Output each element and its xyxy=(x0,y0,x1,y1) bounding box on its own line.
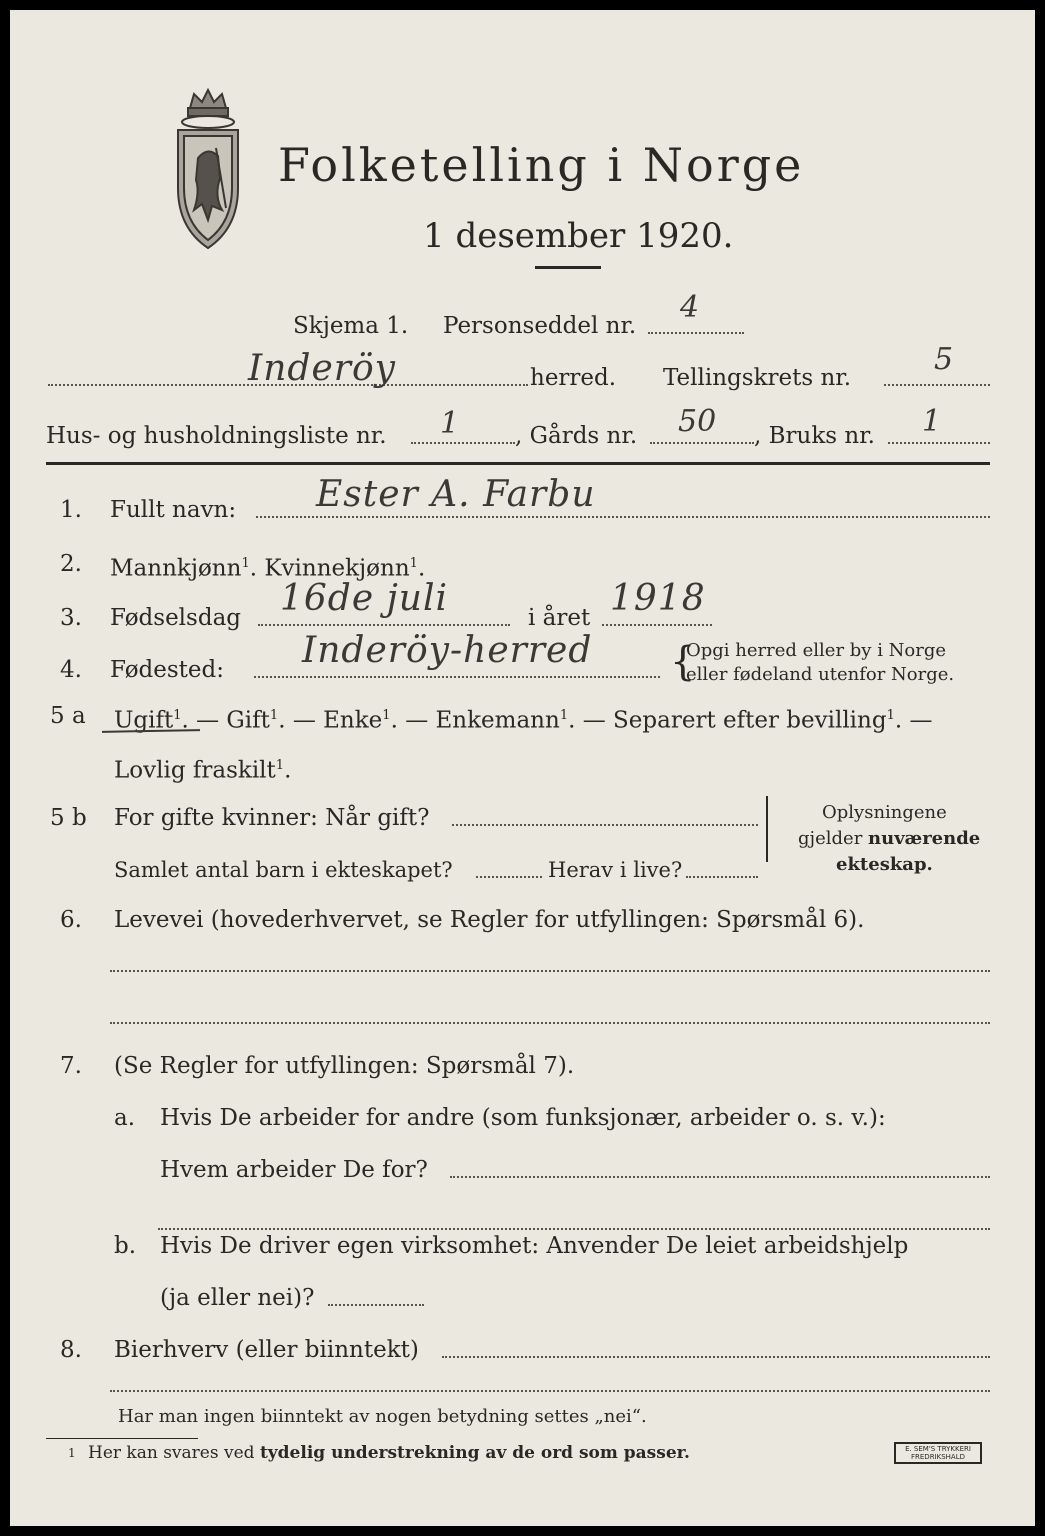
married-when-field[interactable] xyxy=(452,824,758,826)
gift-option[interactable]: — Gift xyxy=(196,707,270,734)
q1-number: 1. xyxy=(60,497,82,523)
header-divider xyxy=(46,462,990,465)
footnote-marker: 1 xyxy=(275,758,285,773)
married-when-label: For gifte kvinner: Når gift? xyxy=(114,805,430,831)
marriage-note-3: ekteskap. xyxy=(836,854,933,875)
q5b-number: 5 b xyxy=(50,805,87,831)
personseddel-value: 4 xyxy=(680,290,700,325)
separert-option[interactable]: — Separert efter bevilling xyxy=(582,707,887,734)
hired-help-field[interactable] xyxy=(328,1304,424,1306)
gards-value: 50 xyxy=(678,404,717,439)
birth-year-field[interactable] xyxy=(602,624,712,626)
marital-dash: — xyxy=(909,707,933,734)
husholdningsliste-label: Hus- og husholdningsliste nr. xyxy=(46,423,387,449)
q7b-number: b. xyxy=(114,1233,137,1259)
footnote-divider xyxy=(46,1438,198,1439)
birthplace-label: Fødested: xyxy=(110,657,225,683)
personseddel-label: Personseddel nr. xyxy=(443,313,637,339)
birthplace-note-2: eller fødeland utenfor Norge. xyxy=(686,664,955,685)
printer-stamp: E. SEM'S TRYKKERI FREDRIKSHALD xyxy=(894,1442,982,1464)
occupation-field-1[interactable] xyxy=(110,970,990,972)
bruks-field[interactable] xyxy=(888,442,990,444)
footnote-marker: 1 xyxy=(382,708,391,723)
q2-number: 2. xyxy=(60,551,82,577)
q8-number: 8. xyxy=(60,1337,82,1363)
full-name-field[interactable] xyxy=(256,516,990,518)
employer-field-1[interactable] xyxy=(450,1176,990,1178)
q2-options: Mannkjønn$^1$. Kvinnekjønn$^1$. xyxy=(110,555,426,582)
q1-label: Fullt navn: xyxy=(110,497,237,523)
ugift-option[interactable]: Ugift xyxy=(114,707,174,734)
title-divider xyxy=(535,266,601,269)
footnote-marker: 1 xyxy=(241,556,250,571)
footnote-text: Her kan svares ved tydelig understrekning av de ord som passer. xyxy=(88,1443,690,1463)
personseddel-field[interactable] xyxy=(648,332,744,334)
kvinnekjonn-option[interactable]: Kvinnekjønn xyxy=(264,555,410,582)
children-total-field[interactable] xyxy=(476,876,542,878)
bruks-label: , Bruks nr. xyxy=(754,423,875,449)
full-name-value: Ester A. Farbu xyxy=(316,474,596,515)
q3-number: 3. xyxy=(60,605,82,631)
marital-status-options: Ugift$^1$. — Gift$^1$. — Enke$^1$. — Enkemann$^1$. — Separert efter bevilling$^1$. — xyxy=(114,707,933,734)
side-income-label: Bierhverv (eller biinntekt) xyxy=(114,1337,419,1363)
birthplace-field[interactable] xyxy=(254,676,660,678)
gards-label: , Gårds nr. xyxy=(515,423,638,449)
q5a-number: 5 a xyxy=(50,703,86,729)
footnote-marker: 1 xyxy=(409,556,418,571)
birth-year-label: i året xyxy=(528,605,591,631)
footnote-marker: 1 xyxy=(886,708,895,723)
footer-note: Har man ingen biinntekt av nogen betydning settes „nei“. xyxy=(118,1406,647,1427)
footnote-marker: 1 xyxy=(559,708,569,723)
husholdningsliste-field[interactable] xyxy=(411,442,515,444)
lovlig-fraskilt-option[interactable]: Lovlig fraskilt$^1$. xyxy=(114,757,292,784)
q7a-number: a. xyxy=(114,1105,136,1131)
enke-option[interactable]: — Enke xyxy=(292,707,383,734)
birthplace-value: Inderöy-herred xyxy=(302,630,593,671)
children-alive-field[interactable] xyxy=(686,876,758,878)
birthplace-note-1: Opgi herred eller by i Norge xyxy=(686,640,947,661)
q7-label: (Se Regler for utfyllingen: Spørsmål 7). xyxy=(114,1053,575,1079)
side-income-field-1[interactable] xyxy=(442,1356,990,1358)
mannkjonn-option[interactable]: Mannkjønn xyxy=(110,555,242,582)
birthday-field[interactable] xyxy=(258,624,510,626)
q7-number: 7. xyxy=(60,1053,82,1079)
birthplace-bracket: { xyxy=(670,639,696,685)
marriage-note-2: gjelder nuværende xyxy=(798,828,981,849)
gards-field[interactable] xyxy=(650,442,754,444)
census-date: 1 desember 1920. xyxy=(423,216,734,256)
coat-of-arms-icon xyxy=(168,88,248,253)
marriage-note-1: Oplysningene xyxy=(822,802,947,823)
footnote-number: 1 xyxy=(68,1446,76,1460)
enkemann-option[interactable]: — Enkemann xyxy=(405,707,560,734)
census-form xyxy=(10,10,1035,1526)
skjema-label: Skjema 1. xyxy=(293,313,409,339)
occupation-label: Levevei (hovederhvervet, se Regler for utfyllingen: Spørsmål 6). xyxy=(114,907,865,933)
birthday-label: Fødselsdag xyxy=(110,605,242,631)
birth-year-value: 1918 xyxy=(610,578,706,619)
q6-number: 6. xyxy=(60,907,82,933)
footnote-marker: 1 xyxy=(173,708,182,723)
hired-help-label: (ja eller nei)? xyxy=(160,1285,315,1311)
side-income-field-2[interactable] xyxy=(110,1390,990,1392)
tellingskrets-label: Tellingskrets nr. xyxy=(663,365,852,391)
children-total-label: Samlet antal barn i ekteskapet? xyxy=(114,858,453,882)
tellingskrets-field[interactable] xyxy=(884,384,990,386)
birthday-value: 16de juli xyxy=(280,578,448,619)
marriage-bracket xyxy=(766,796,771,862)
footnote-marker: 1 xyxy=(269,708,279,723)
q4-number: 4. xyxy=(60,657,82,683)
herred-value: Inderöy xyxy=(248,348,396,389)
husholdningsliste-value: 1 xyxy=(440,406,460,441)
children-alive-label: Herav i live? xyxy=(548,858,683,882)
occupation-field-2[interactable] xyxy=(110,1022,990,1024)
form-title: Folketelling i Norge xyxy=(278,138,805,192)
employer-label: Hvem arbeider De for? xyxy=(160,1157,428,1183)
bruks-value: 1 xyxy=(922,404,942,439)
employer-field-2[interactable] xyxy=(158,1228,990,1230)
q7a-text: Hvis De arbeider for andre (som funksjonær, arbeider o. s. v.): xyxy=(160,1105,886,1131)
tellingskrets-value: 5 xyxy=(934,342,954,377)
herred-label: herred. xyxy=(530,365,617,391)
q7b-text: Hvis De driver egen virksomhet: Anvender De leiet arbeidshjelp xyxy=(160,1233,909,1259)
